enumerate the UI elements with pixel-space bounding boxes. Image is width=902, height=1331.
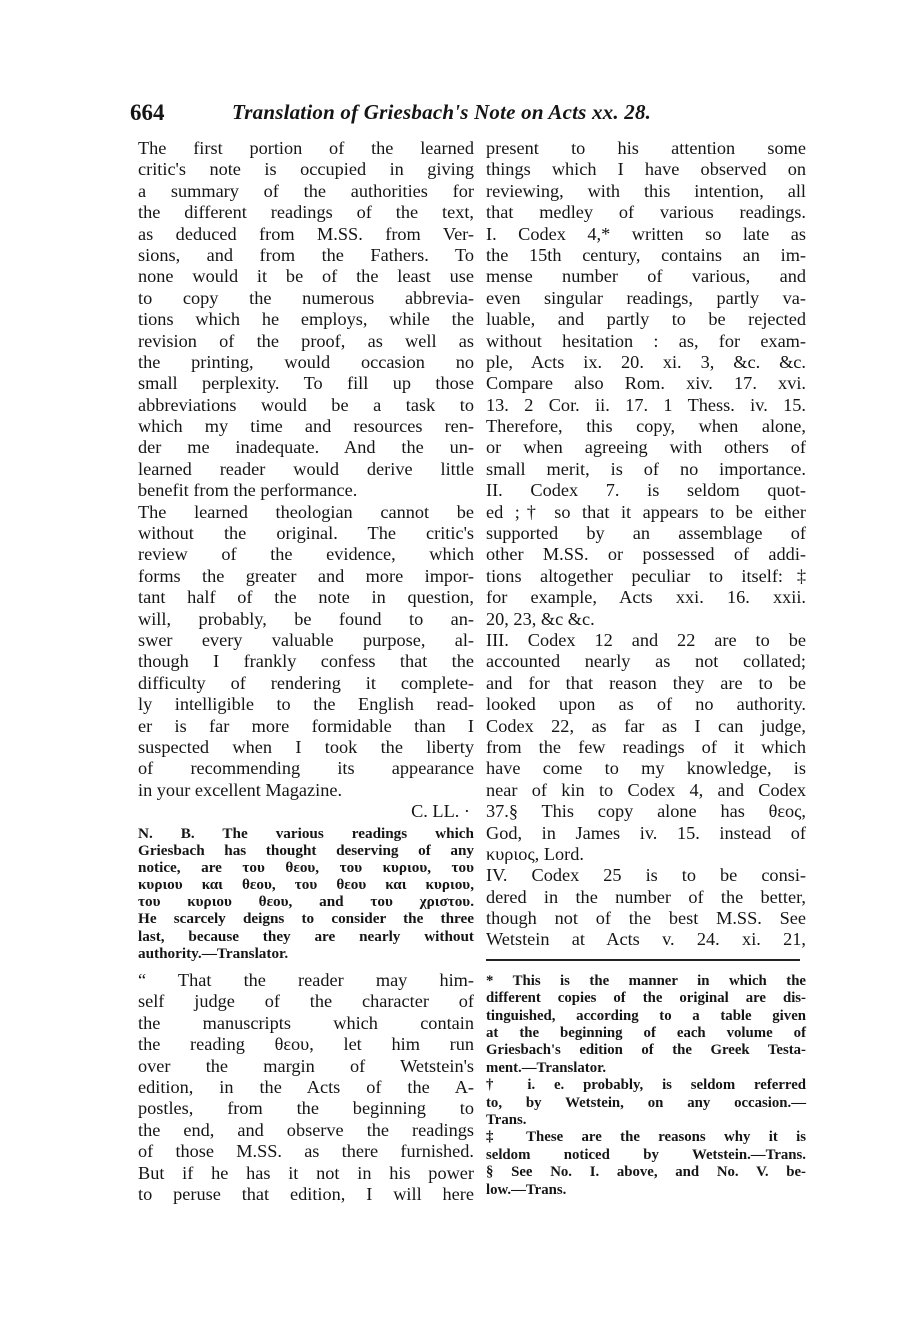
footnote-line: ‡ These are the reasons why it is: [486, 1129, 806, 1146]
text-line: tions altogether peculiar to itself:‡: [486, 565, 806, 586]
text-line: But if he has it not in his power: [138, 1162, 474, 1183]
text-line: ly intelligible to the English read-: [138, 694, 474, 715]
right-body-text: [486, 138, 806, 951]
text-line: of those M.SS. as there furnished.: [138, 1141, 474, 1162]
text-line: small merit, is of no importance.: [486, 458, 806, 479]
text-line: none would it be of the least use: [138, 266, 474, 287]
text-line: near of kin to Codex 4, and Codex: [486, 779, 806, 800]
text-line: Wetstein at Acts v. 24. xi. 21,: [486, 929, 806, 950]
text-line: the reading θεου, let him run: [138, 1034, 474, 1055]
text-line: er is far more formidable than I: [138, 715, 474, 736]
left-paragraph: [138, 138, 474, 801]
text-line: have come to my knowledge, is: [486, 758, 806, 779]
note-line: Griesbach has thought deserving of any: [138, 841, 474, 859]
text-line: to copy the numerous abbrevia-: [138, 287, 474, 308]
text-line: for example, Acts xxi. 16. xxii.: [486, 587, 806, 608]
text-line: benefit from the performance.: [138, 480, 358, 501]
text-line: Codex 22, as far as I can judge,: [486, 715, 806, 736]
page-number: 664: [130, 100, 165, 125]
text-line: self judge of the character of: [138, 991, 474, 1012]
footnote-line: Griesbach's edition of the Greek Testa-: [486, 1042, 806, 1059]
footnote-line: ment.—Translator.: [486, 1059, 607, 1076]
text-line: II. Codex 7. is seldom quot-: [486, 480, 806, 501]
note-line: κυριου και θεου, του θεου και κυριου,: [138, 876, 474, 894]
text-line: which my time and resources ren-: [138, 416, 474, 437]
text-line: the manuscripts which contain: [138, 1012, 474, 1033]
text-line: as deduced from M.SS. from Ver-: [138, 223, 474, 244]
text-line: even singular readings, partly va-: [486, 287, 806, 308]
text-line: and for that reason they are to be: [486, 672, 806, 693]
text-line: ple, Acts ix. 20. xi. 3, &c. &c.: [486, 351, 806, 372]
text-line: present to his attention some: [486, 138, 806, 158]
text-line: the 15th century, contains an im-: [486, 244, 806, 265]
text-line: of recommending its appearance: [138, 758, 474, 779]
footnotes: [486, 973, 806, 1199]
text-line: mense number of various, and: [486, 266, 806, 287]
text-line: Therefore, this copy, when alone,: [486, 416, 806, 437]
text-line: though I frankly confess that the: [138, 651, 474, 672]
text-line: III. Codex 12 and 22 are to be: [486, 629, 806, 650]
text-line: small perplexity. To fill up those: [138, 373, 474, 394]
translator-note: [138, 825, 474, 963]
footnote-line: to, by Wetstein, on any occasion.—: [486, 1094, 806, 1111]
footnote-line: seldom noticed by Wetstein.—Trans.: [486, 1146, 806, 1163]
footnote-line: † i. e. probably, is seldom referred: [486, 1077, 806, 1094]
text-line: The first portion of the learned: [138, 138, 474, 158]
text-line: things which I have observed on: [486, 159, 806, 180]
text-line: difficulty of rendering it complete-: [138, 672, 474, 693]
text-line: tions which he employs, while the: [138, 309, 474, 330]
text-line: review of the evidence, which: [138, 544, 474, 565]
text-line: 37.§ This copy alone has θεος,: [486, 801, 806, 822]
quote-paragraph: [138, 970, 474, 1205]
text-line: the printing, would occasion no: [138, 351, 474, 372]
footnote-line: * This is the manner in which the: [486, 972, 806, 989]
note-line: N. B. The various readings which: [138, 824, 474, 842]
text-line: without the original. The critic's: [138, 523, 474, 544]
text-line: the different readings of the text,: [138, 202, 474, 223]
text-line: revision of the proof, as well as: [138, 330, 474, 351]
text-line: forms the greater and more impor-: [138, 565, 474, 586]
text-line: over the margin of Wetstein's: [138, 1055, 474, 1076]
text-line: IV. Codex 25 is to be consi-: [486, 865, 806, 886]
text-line: accounted nearly as not collated;: [486, 651, 806, 672]
running-title: Translation of Griesbach's Note on Acts xx. 28.: [232, 100, 652, 124]
text-line: 13. 2 Cor. ii. 17. 1 Thess. iv. 15.: [486, 394, 806, 415]
text-line: to peruse that edition, I will here: [138, 1183, 474, 1204]
text-line: der me inadequate. And the un-: [138, 437, 474, 458]
text-line: God, in James iv. 15. instead of: [486, 822, 806, 843]
text-line: suspected when I took the liberty: [138, 736, 474, 757]
text-line: that medley of various readings.: [486, 202, 806, 223]
text-line: critic's note is occupied in giving: [138, 159, 474, 180]
footnote-line: Trans.: [486, 1111, 527, 1128]
footnote-line: low.—Trans.: [486, 1181, 567, 1198]
text-line: I. Codex 4,* written so late as: [486, 223, 806, 244]
text-line: though not of the best M.SS. See: [486, 908, 806, 929]
note-line: He scarcely deigns to consider the three: [138, 910, 474, 928]
note-line: authority.—Translator.: [138, 944, 289, 962]
footnote-rule: [486, 959, 800, 961]
text-line: in your excellent Magazine.: [138, 779, 343, 800]
text-line: postles, from the beginning to: [138, 1098, 474, 1119]
text-line: tant half of the note in question,: [138, 587, 474, 608]
text-line: ed ;† so that it appears to be either: [486, 501, 806, 522]
text-line: a summary of the authorities for: [138, 180, 474, 201]
text-line: learned reader would derive little: [138, 458, 474, 479]
text-line: abbreviations would be a task to: [138, 394, 474, 415]
footnote-line: different copies of the original are dis-: [486, 990, 806, 1007]
text-line: the end, and observe the readings: [138, 1119, 474, 1140]
text-line: other M.SS. or possessed of addi-: [486, 544, 806, 565]
footnote-line: § See No. I. above, and No. V. be-: [486, 1164, 806, 1181]
text-line: sions, and from the Fathers. To: [138, 244, 474, 265]
text-line: Compare also Rom. xiv. 17. xvi.: [486, 373, 806, 394]
text-line: “ That the reader may him-: [138, 970, 474, 990]
text-line: swer every valuable purpose, al-: [138, 629, 474, 650]
text-line: looked upon as of no authority.: [486, 694, 806, 715]
text-line: edition, in the Acts of the A-: [138, 1076, 474, 1097]
page-header: [130, 100, 820, 134]
text-line: without hesitation : as, for exam-: [486, 330, 806, 351]
text-line: will, probably, be found to an-: [138, 608, 474, 629]
text-line: κυριος, Lord.: [486, 843, 584, 864]
footnote-line: tinguished, according to a table given: [486, 1007, 806, 1024]
text-line: supported by an assemblage of: [486, 523, 806, 544]
left-column: [138, 138, 474, 1205]
text-line: or when agreeing with others of: [486, 437, 806, 458]
text-line: reviewing, with this intention, all: [486, 180, 806, 201]
text-line: The learned theologian cannot be: [138, 501, 474, 522]
text-line: dered in the number of the better,: [486, 886, 806, 907]
note-line: notice, are του θεου, του κυριου, του: [138, 858, 474, 876]
text-line: 20, 23, &c &c.: [486, 608, 595, 629]
footnote-line: at the beginning of each volume of: [486, 1025, 806, 1042]
signature: C. LL. ·: [411, 801, 470, 822]
right-column: [486, 138, 806, 1199]
note-line: last, because they are nearly without: [138, 927, 474, 945]
note-line: του κυριου θεου, and του χριστου.: [138, 893, 474, 911]
text-line: luable, and partly to be rejected: [486, 309, 806, 330]
text-line: from the few readings of it which: [486, 736, 806, 757]
